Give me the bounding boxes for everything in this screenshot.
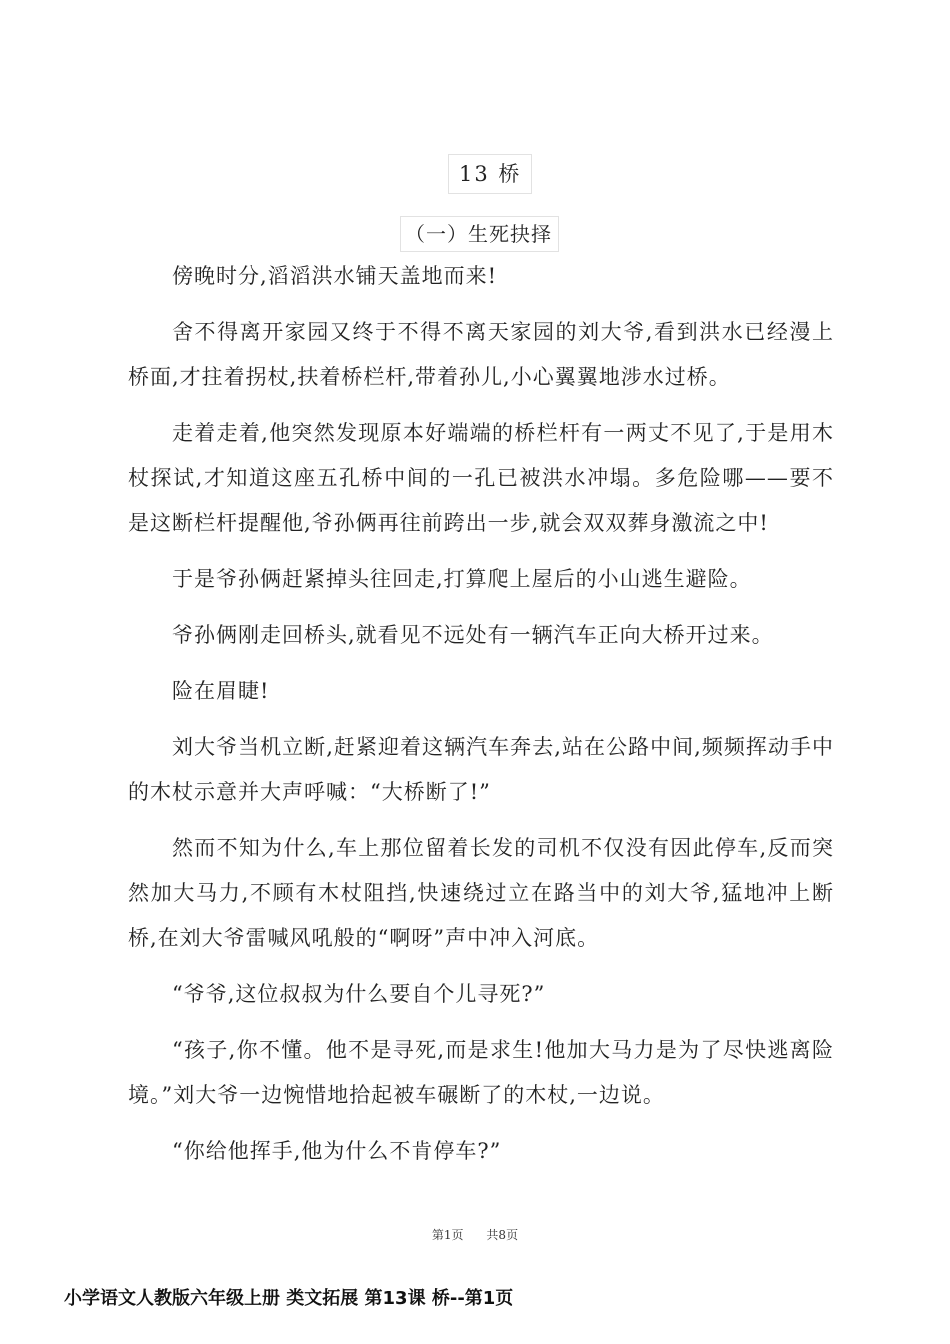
paragraph: 于是爷孙俩赶紧掉头往回走,打算爬上屋后的小山逃生避险。 <box>172 567 752 591</box>
paragraph: 走着走着,他突然发现原本好端端的桥栏杆有一两丈不见了,于是用木杖探试,才知道这座五孔桥中间的一孔已被洪水冲塌。多危险哪——要不是这断栏杆提醒他,爷孙俩再往前跨出一步,就会双双葬身激流之中! <box>128 421 834 535</box>
paragraph: “孩子,你不懂。他不是寻死,而是求生!他加大马力是为了尽快逃离险境。”刘大爷一边惋惜地拾起被车碾断了的木杖,一边说。 <box>128 1038 834 1107</box>
article-body <box>128 254 834 1185</box>
paragraph: 舍不得离开家园又终于不得不离天家园的刘大爷,看到洪水已经漫上桥面,才拄着拐杖,扶着桥栏杆,带着孙儿,小心翼翼地涉水过桥。 <box>128 320 834 389</box>
paragraph: 险在眉睫! <box>172 679 270 703</box>
paragraph: 然而不知为什么,车上那位留着长发的司机不仅没有因此停车,反而突然加大马力,不顾有木杖阻挡,快速绕过立在路当中的刘大爷,猛地冲上断桥,在刘大爷雷喊风吼般的“啊呀”声中冲入河底。 <box>128 836 834 950</box>
lesson-title: 13 桥 <box>448 154 532 194</box>
document-caption: 小学语文人教版六年级上册 类文拓展 第13课 桥--第1页 <box>64 1288 514 1309</box>
paragraph: “你给他挥手,他为什么不肯停车?” <box>172 1139 502 1163</box>
paragraph: “爷爷,这位叔叔为什么要自个儿寻死?” <box>172 982 546 1006</box>
page-indicator: 第1页 共8页 <box>431 1228 519 1242</box>
paragraph: 傍晚时分,滔滔洪水铺天盖地而来! <box>172 264 498 288</box>
paragraph: 刘大爷当机立断,赶紧迎着这辆汽车奔去,站在公路中间,频频挥动手中的木杖示意并大声呼喊：“大桥断了!” <box>128 735 834 804</box>
paragraph: 爷孙俩刚走回桥头,就看见不远处有一辆汽车正向大桥开过来。 <box>172 623 774 647</box>
section-subtitle: （一）生死抉择 <box>400 216 559 252</box>
